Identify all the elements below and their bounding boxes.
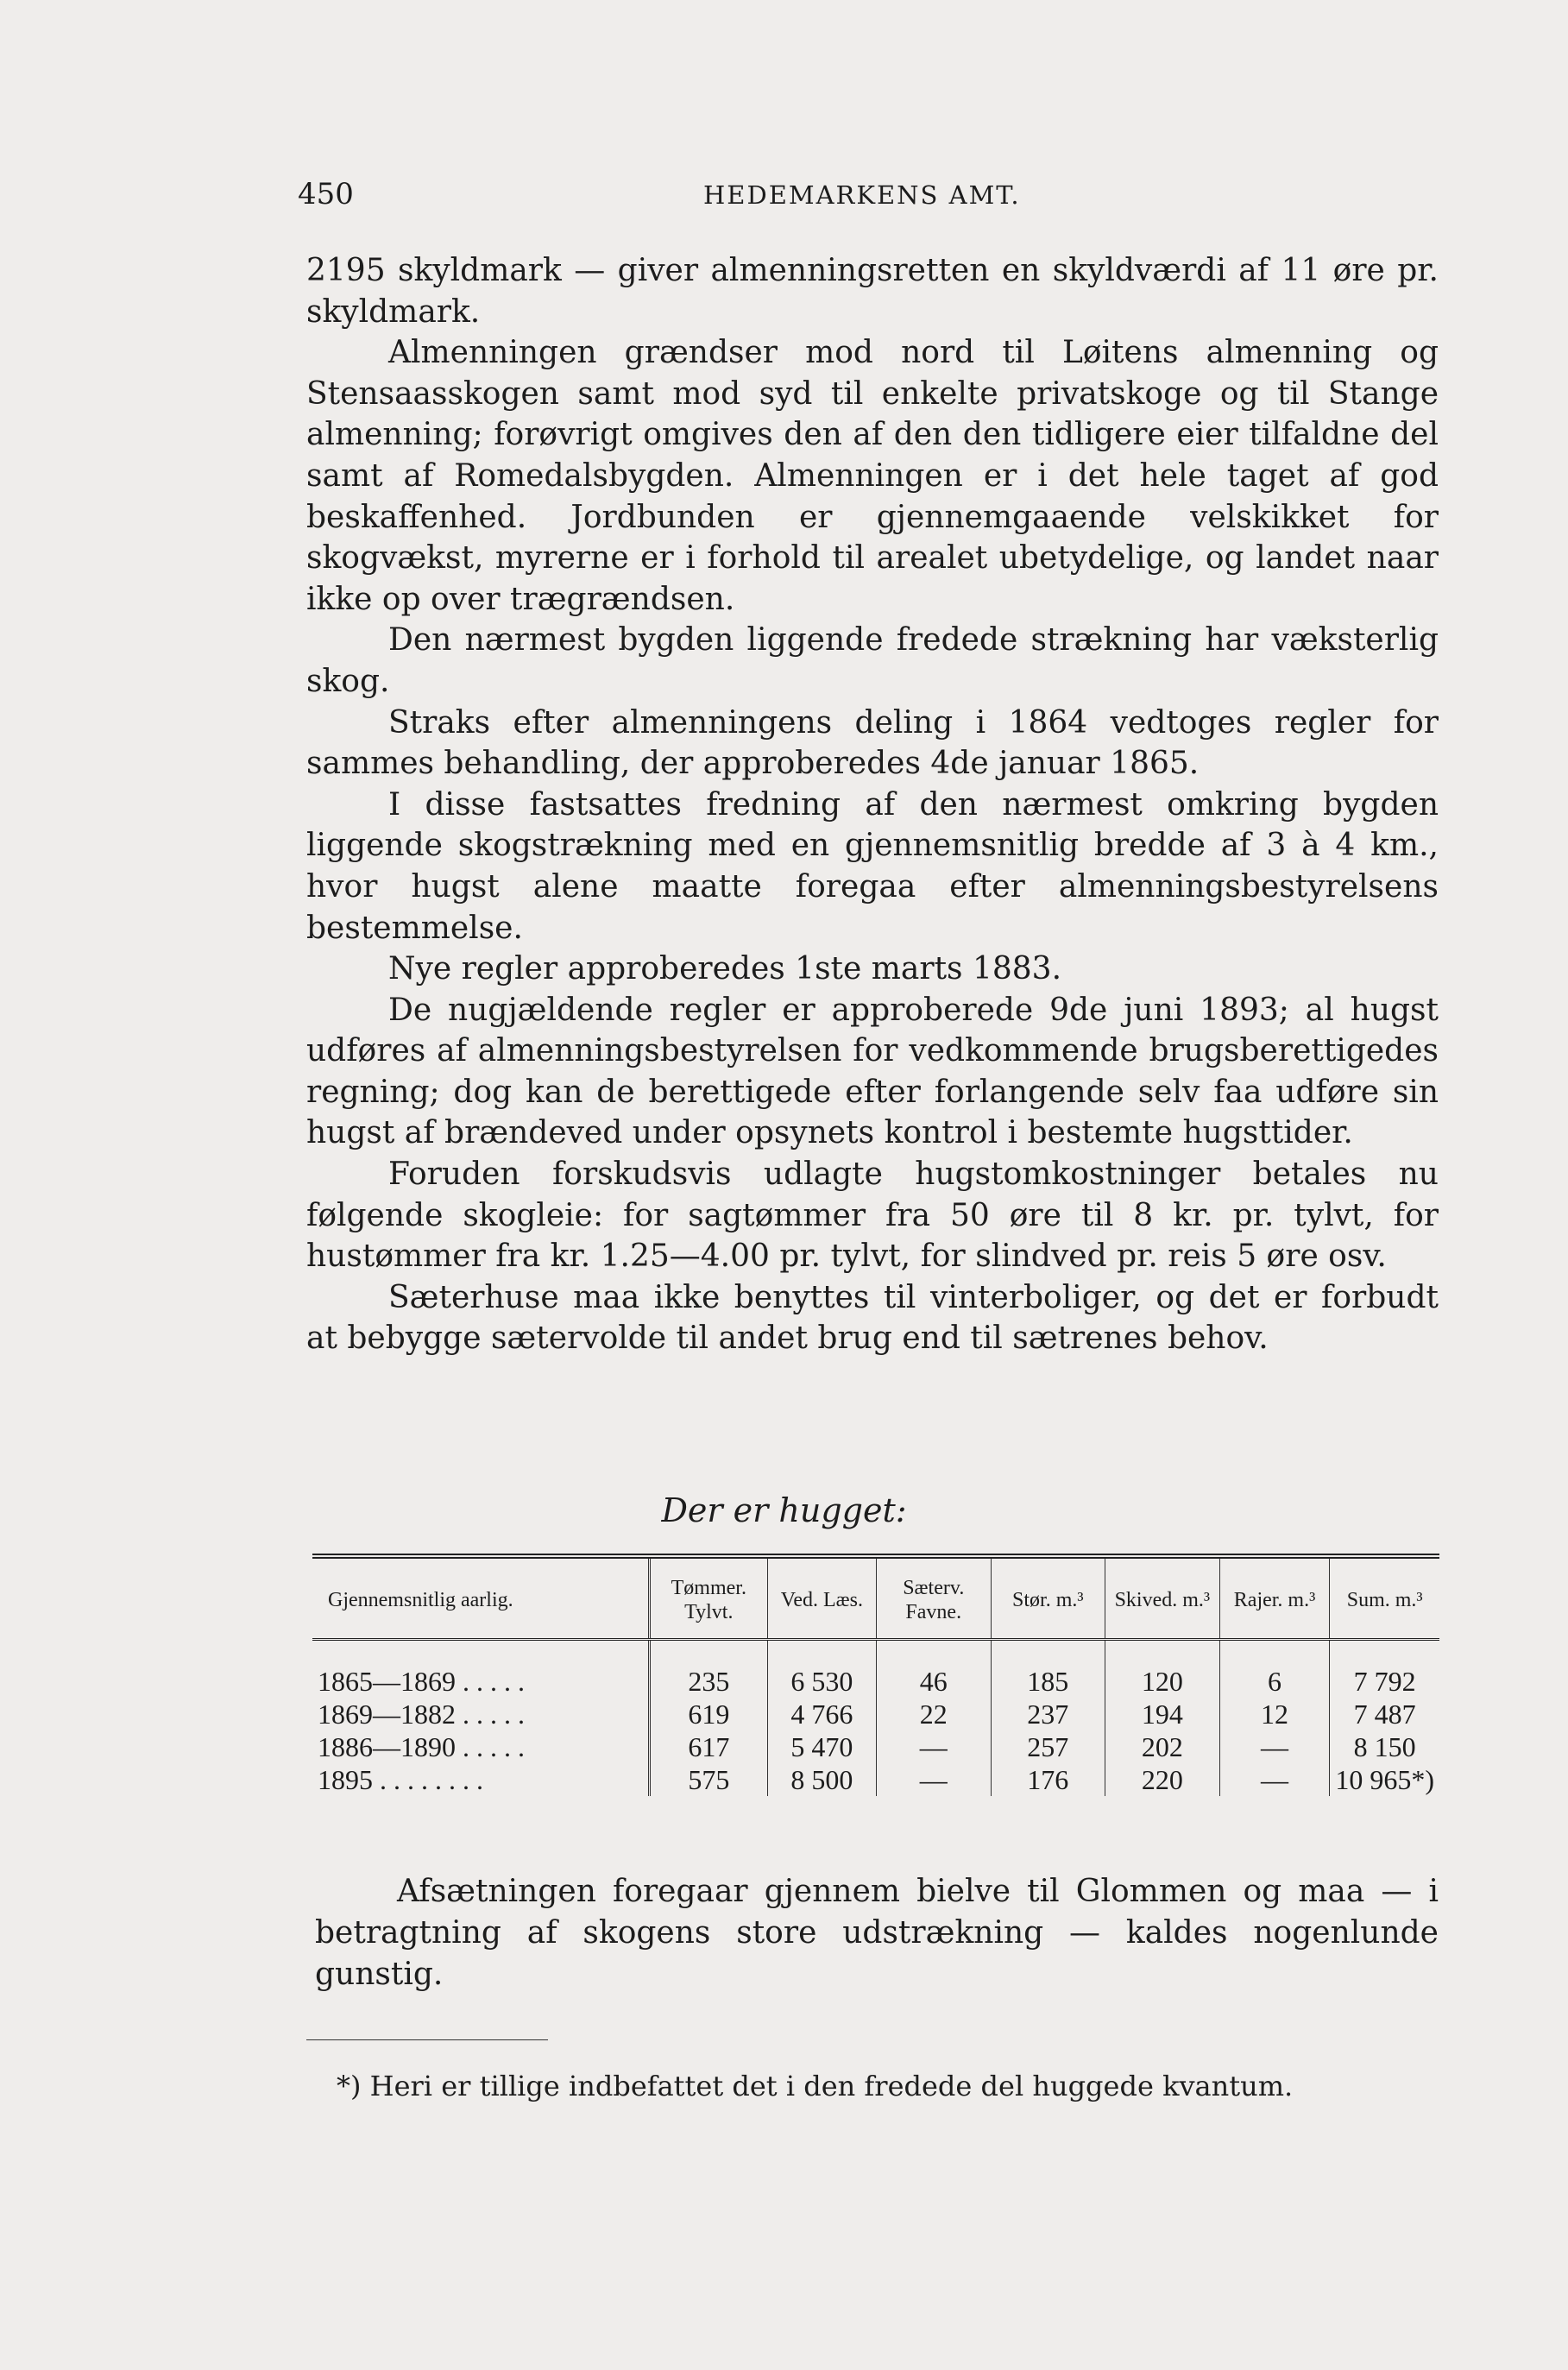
paragraph: Afsætningen foregaar gjennem bielve til Glommen og maa — i betragtning af skogens store udstrækning — kaldes nogenlunde gunstig. — [315, 1874, 1439, 1992]
table-cell: 237 — [991, 1698, 1105, 1730]
paragraph: Almenningen grændser mod nord til Løitens almenning og Stensaasskogen samt mod syd til enkelte privatskoge og til Stange almenning; forøvrigt omgives den af den den tidligere eier tilfaldne del samt af Romedalsbygden. Almenningen er i det hele taget af god beskaffenhed. Jordbunden er gjennemgaaende velskikket for skogvækst, myrerne er i forhold til arealet ubetydelige, og landet naar ikke op over trægrændsen. — [306, 335, 1439, 617]
table-cell: 202 — [1105, 1730, 1219, 1763]
table-cell: 22 — [876, 1698, 991, 1730]
table-cell: 6 530 — [767, 1640, 876, 1699]
page-number: 450 — [298, 177, 354, 211]
footnote-divider — [306, 2039, 548, 2040]
table-cell: 46 — [876, 1640, 991, 1699]
table-cell: 5 470 — [767, 1730, 876, 1763]
table-cell: — — [1219, 1730, 1330, 1763]
running-title: HEDEMARKENS AMT. — [703, 180, 1021, 210]
column-header: Stør. m.³ — [991, 1556, 1105, 1640]
column-header: Tømmer. Tylvt. — [649, 1556, 767, 1640]
table-cell: 6 — [1219, 1640, 1330, 1699]
column-header: Gjennemsnitlig aarlig. — [312, 1556, 649, 1640]
paragraph: I disse fastsattes fredning af den nærmest omkring bygden liggende skogstrækning med en gjennemsnitlig bredde af 3 à 4 km., hvor hugst alene maatte foregaa efter almenningsbestyrelsens bestemmelse. — [306, 786, 1439, 946]
table-cell: 1895 . . . . . . . . — [318, 1764, 483, 1795]
column-header: Sæterv. Favne. — [876, 1556, 991, 1640]
column-header: Sum. m.³ — [1330, 1556, 1439, 1640]
harvest-table — [312, 1554, 1439, 1796]
table-cell: 120 — [1105, 1640, 1219, 1699]
table-cell: 619 — [649, 1698, 767, 1730]
table-cell: 7 487 — [1330, 1698, 1439, 1730]
table-cell: — — [1219, 1763, 1330, 1796]
page-header — [298, 177, 1445, 220]
closing-text — [315, 1871, 1439, 1995]
paragraph: Foruden forskudsvis udlagte hugstomkostninger betales nu følgende skogleie: for sagtømmer fra 50 øre til 8 kr. pr. tylvt, for hustømmer fra kr. 1.25—4.00 pr. tylvt, for slindved pr. reis 5 øre osv. — [306, 1157, 1439, 1275]
paragraph: 2195 skyldmark — giver almenningsretten en skyldværdi af 11 øre pr. skyldmark. — [306, 253, 1439, 330]
table-cell: 1865—1869 . . . . . — [318, 1666, 525, 1697]
column-header: Ved. Læs. — [767, 1556, 876, 1640]
table-cell: 617 — [649, 1730, 767, 1763]
table-cell: 257 — [991, 1730, 1105, 1763]
table-cell: 1869—1882 . . . . . — [318, 1699, 525, 1730]
body-text — [306, 250, 1439, 1359]
paragraph: Sæterhuse maa ikke benyttes til vinterboliger, og det er forbudt at bebygge sætervolde til andet brug end til sætrenes behov. — [306, 1279, 1439, 1357]
table-row — [312, 1763, 1439, 1796]
table-cell: 220 — [1105, 1763, 1219, 1796]
table-cell: 4 766 — [767, 1698, 876, 1730]
table-row — [312, 1640, 1439, 1699]
column-header: Skived. m.³ — [1105, 1556, 1219, 1640]
table-cell: 575 — [649, 1763, 767, 1796]
table-cell: 8 150 — [1330, 1730, 1439, 1763]
table-cell: — — [876, 1730, 991, 1763]
table-cell: 12 — [1219, 1698, 1330, 1730]
column-header: Rajer. m.³ — [1219, 1556, 1330, 1640]
table-row — [312, 1698, 1439, 1730]
table-cell: 10 965*) — [1330, 1763, 1439, 1796]
table-cell: 176 — [991, 1763, 1105, 1796]
table-cell: 1886—1890 . . . . . — [318, 1731, 525, 1762]
table-cell: 194 — [1105, 1698, 1219, 1730]
table-cell: 185 — [991, 1640, 1105, 1699]
table-row — [312, 1730, 1439, 1763]
table-cell: 8 500 — [767, 1763, 876, 1796]
paragraph: Den nærmest bygden liggende fredede strækning har væksterlig skog. — [306, 622, 1439, 699]
table-cell: 7 792 — [1330, 1640, 1439, 1699]
table-header-row — [312, 1556, 1439, 1640]
table-caption: Der er hugget: — [661, 1491, 907, 1529]
paragraph: Nye regler approberedes 1ste marts 1883. — [388, 951, 1062, 987]
table-cell: 235 — [649, 1640, 767, 1699]
footnote: *) Heri er tillige indbefattet det i den fredede del huggede kvantum. — [337, 2070, 1294, 2102]
paragraph: Straks efter almenningens deling i 1864 vedtoges regler for sammes behandling, der approberedes 4de januar 1865. — [306, 704, 1439, 782]
table-cell: — — [876, 1763, 991, 1796]
paragraph: De nugjældende regler er approberede 9de juni 1893; al hugst udføres af almenningsbestyrelsen for vedkommende brugsberettigedes regning; dog kan de berettigede efter forlangende selv faa udføre sin hugst af brændeved under opsynets kontrol i bestemte hugsttider. — [306, 992, 1439, 1151]
